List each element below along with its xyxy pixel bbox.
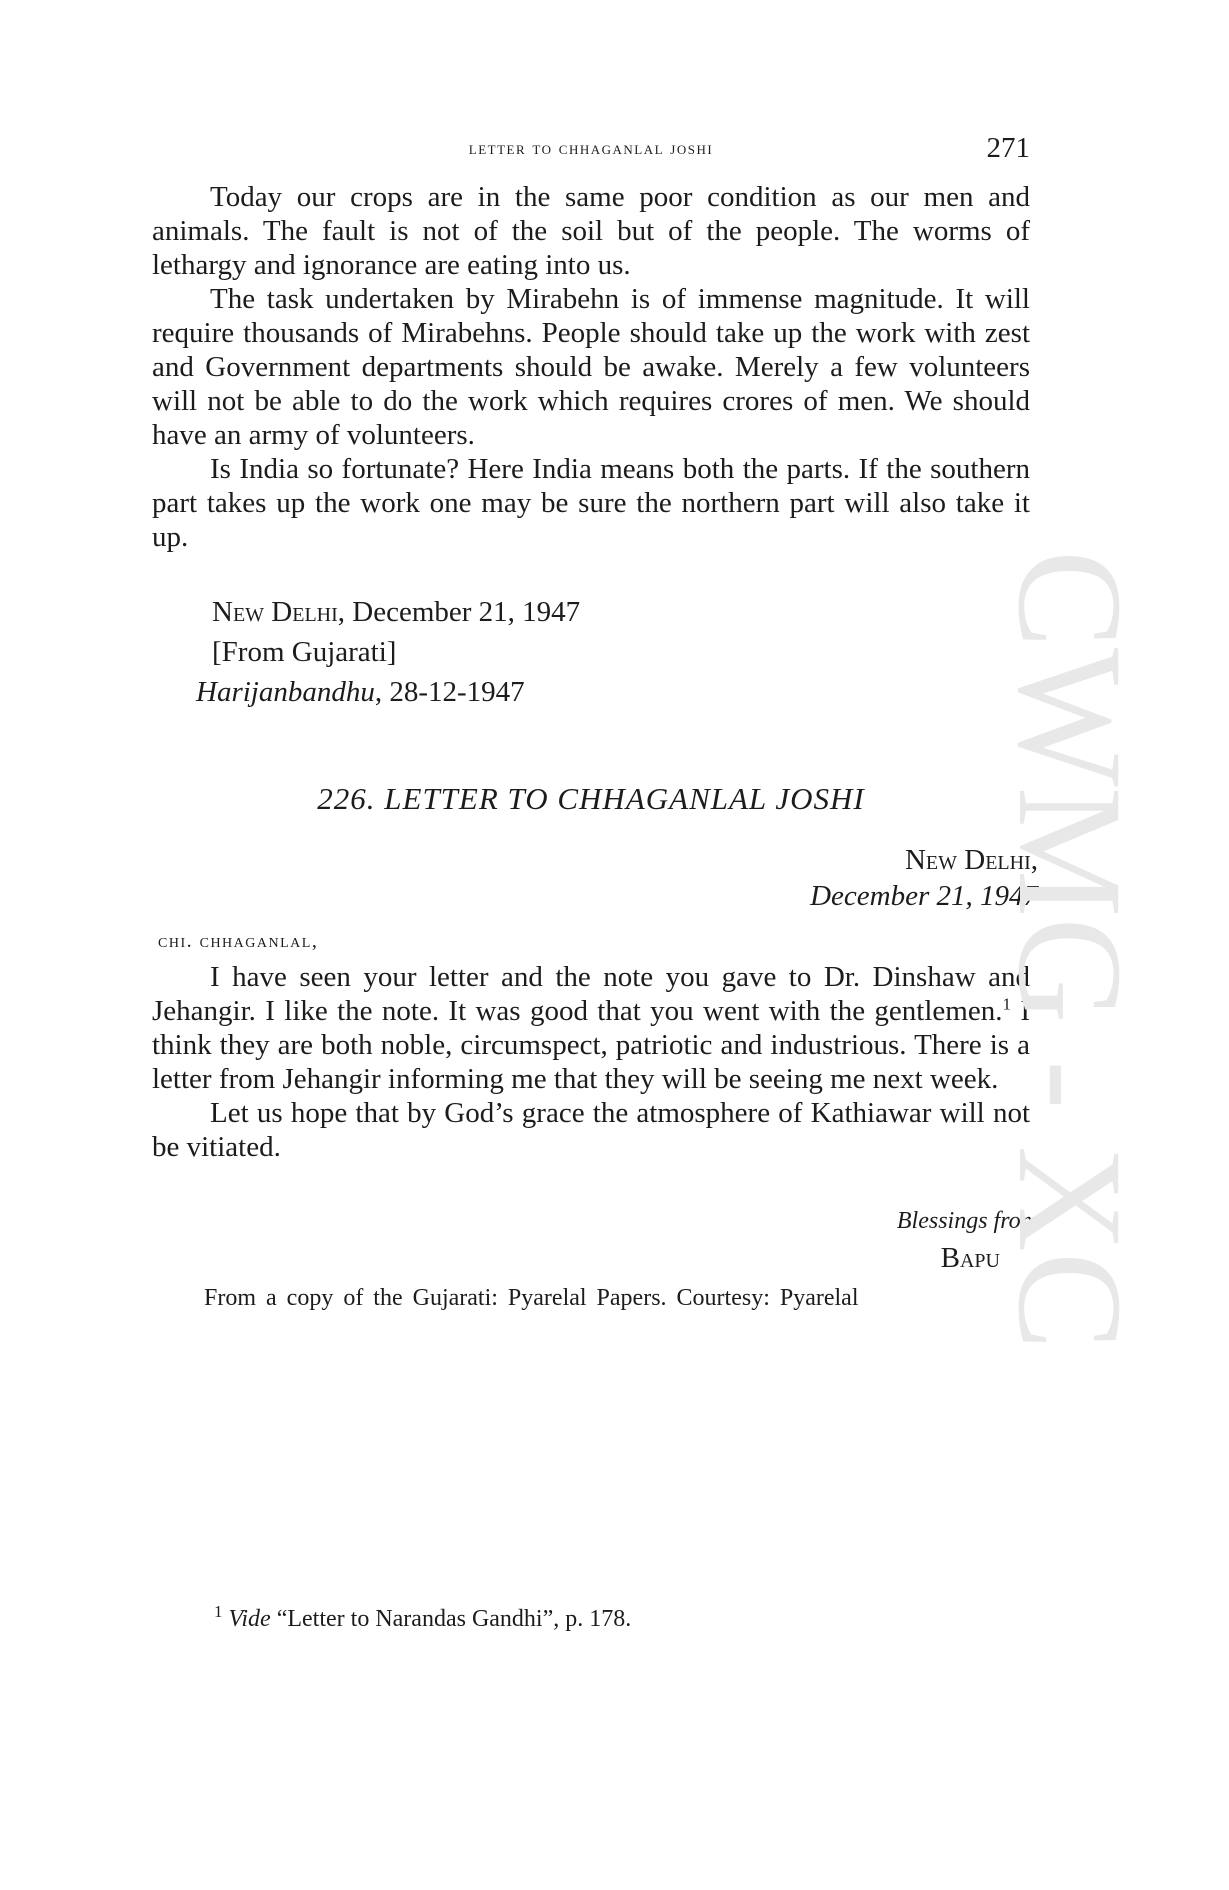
source-citation — [196, 676, 525, 709]
dateline-date: , December 21, 1947 — [337, 596, 581, 628]
closing: Blessings from — [896, 1208, 1038, 1234]
paragraph: Let us hope that by God’s grace the atmosphere of Kathiawar will not be vitiated. — [152, 1097, 1030, 1163]
letter-place: New Delhi, — [904, 844, 1038, 876]
watermark-text: CWMG XC — [1000, 550, 1130, 1360]
source-language: [From Gujarati] — [212, 636, 397, 668]
courtesy-line: From a copy of the Gujarati: Pyarelal Papers. Courtesy: Pyarelal — [204, 1285, 859, 1311]
running-head: letter to chhaganlal joshi — [468, 138, 714, 159]
page-header — [152, 132, 1030, 172]
paragraph: Today our crops are in the same poor condition as our men and animals. The fault is not of the soil but of the people. The worms of lethargy and ignorance are eating into us. — [152, 181, 1030, 281]
source-publication: Harijanbandhu — [196, 676, 375, 708]
previous-item-body — [152, 180, 1030, 554]
letter-title: 226. LETTER TO CHHAGANLAL JOSHI — [317, 781, 865, 816]
paragraph-text: I have seen your letter and the note you gave to Dr. Dinshaw and Jehangir. I like the note. It was good that you went with the gentlemen. — [152, 961, 1030, 1027]
footnote — [214, 1602, 632, 1633]
dateline — [212, 596, 580, 629]
page-number: 271 — [986, 132, 1030, 164]
salutation: chi. chhaganlal, — [158, 930, 319, 952]
footnote-number: 1 — [214, 1602, 223, 1621]
footnote-marker: 1 — [1002, 994, 1011, 1014]
footnote-vide: Vide — [228, 1606, 271, 1632]
letter-date: December 21, 1947 — [810, 880, 1038, 912]
footnote-text: “Letter to Narandas Gandhi”, p. 178. — [270, 1606, 632, 1632]
watermark-svg — [1000, 540, 1130, 1360]
source-date: , 28-12-1947 — [374, 676, 525, 708]
paragraph: Is India so fortunate? Here India means both the parts. If the southern part takes up the work one may be sure the northern part will also take it up. — [152, 453, 1030, 553]
signature: Bapu — [940, 1242, 1000, 1274]
paragraph — [152, 960, 1030, 1096]
watermark — [1000, 540, 1130, 1360]
paragraph-text: I think they are both noble, circumspect, patriotic and industrious. There is a letter from Jehangir informing me that they will be seeing me next week. — [152, 995, 1030, 1095]
letter-body — [152, 960, 1030, 1164]
dateline-place: New Delhi — [212, 596, 338, 628]
paragraph: The task undertaken by Mirabehn is of immense magnitude. It will require thousands of Mirabehns. People should take up the work with zest and Government departments should be awake. Merely a few volunteers will not be able to do the work which requires crores of men. We should have an army of volunteers. — [152, 283, 1030, 451]
